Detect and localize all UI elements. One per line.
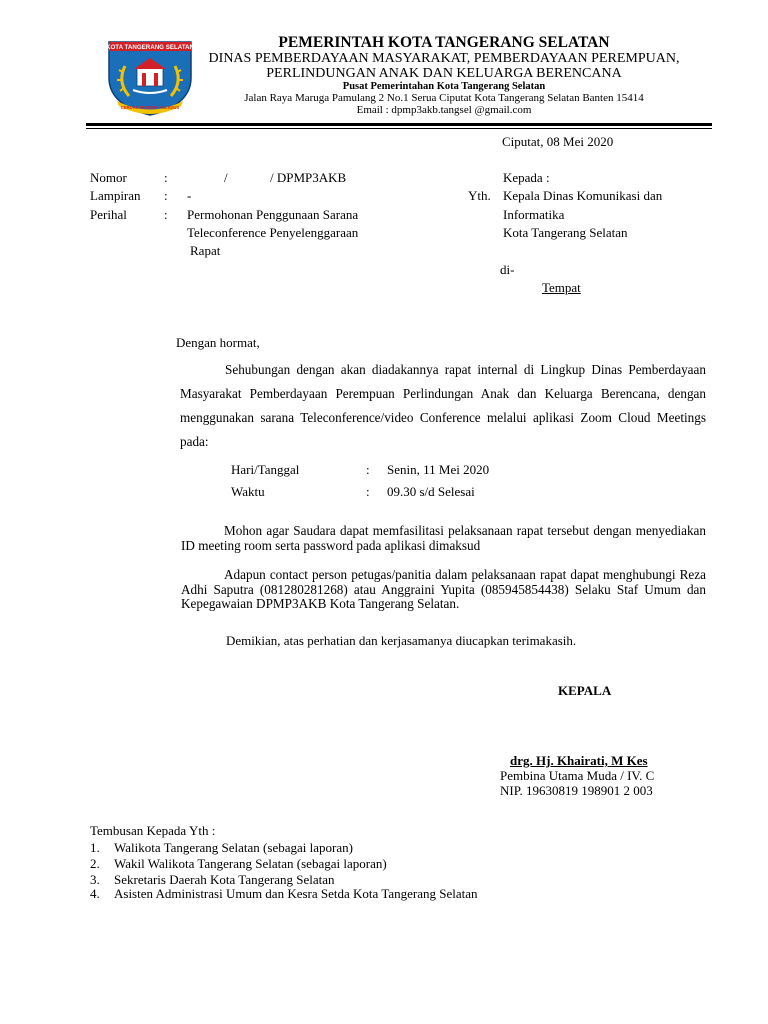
letterhead-government: PEMERINTAH KOTA TANGERANG SELATAN xyxy=(278,34,610,51)
cc-number: 3. xyxy=(90,872,100,887)
signature-rank: Pembina Utama Muda / IV. C xyxy=(500,768,655,783)
letter-date: Ciputat, 08 Mei 2020 xyxy=(502,134,614,149)
cc-text: Asisten Administrasi Umum dan Kesra Setda Kota Tangerang Selatan xyxy=(114,886,478,901)
paragraph-intro xyxy=(180,358,706,454)
perihal-line3: Rapat xyxy=(190,243,221,258)
closing-line: Demikian, atas perhatian dan kerjasamanya diucapkan terimakasih. xyxy=(226,633,577,648)
lampiran-value: - xyxy=(187,188,192,203)
list-item xyxy=(90,856,387,872)
paragraph-request xyxy=(181,524,706,553)
kepada-label: Kepada : xyxy=(503,170,550,185)
letterhead-rule-thin xyxy=(86,128,712,129)
svg-text:CERDAS MODERN RELIGIUS: CERDAS MODERN RELIGIUS xyxy=(120,105,180,110)
lampiran-colon: : xyxy=(164,188,168,203)
letterhead-rule-thick xyxy=(86,123,712,126)
recipient-line2: Informatika xyxy=(503,207,565,222)
letterhead-agency-line2: PERLINDUNGAN ANAK DAN KELUARGA BERENCANA xyxy=(266,66,622,81)
schedule-time-value: 09.30 s/d Selesai xyxy=(387,484,475,499)
recipient-tempat: Tempat xyxy=(542,280,581,295)
cc-text: Wakil Walikota Tangerang Selatan (sebagai laporan) xyxy=(114,856,387,871)
list-item xyxy=(90,840,353,856)
signature-nip: NIP. 19630819 198901 2 003 xyxy=(500,783,653,798)
cc-number: 1. xyxy=(90,840,100,855)
yth-label: Yth. xyxy=(468,188,491,203)
letterhead-center: Pusat Pemerintahan Kota Tangerang Selatan xyxy=(342,81,546,92)
letterhead-address: Jalan Raya Maruga Pamulang 2 No.1 Serua Ciputat Kota Tangerang Selatan Banten 15414 xyxy=(244,92,644,104)
signature-name: drg. Hj. Khairati, M Kes xyxy=(510,753,648,768)
nomor-label: Nomor xyxy=(90,170,127,185)
paragraph-contact xyxy=(181,568,706,612)
signature-title: KEPALA xyxy=(558,683,612,698)
paragraph-request-text: Mohon agar Saudara dapat memfasilitasi pelaksanaan rapat tersebut dengan menyediakan ID meeting room serta password pada aplikasi dimaksud xyxy=(181,523,706,553)
letterhead-agency-line1: DINAS PEMBERDAYAAN MASYARAKAT, PEMBERDAYAAN PEREMPUAN, xyxy=(208,51,680,66)
schedule-day-value: Senin, 11 Mei 2020 xyxy=(387,462,490,477)
recipient-di: di- xyxy=(500,262,515,277)
cc-text: Walikota Tangerang Selatan (sebagai laporan) xyxy=(114,840,353,855)
nomor-value: / DPMP3AKB xyxy=(270,170,347,185)
cc-text: Sekretaris Daerah Kota Tangerang Selatan xyxy=(114,872,335,887)
salutation: Dengan hormat, xyxy=(176,335,260,350)
letterhead-email: Email : dpmp3akb.tangsel @gmail.com xyxy=(356,104,532,116)
perihal-line2: Teleconference Penyelenggaraan xyxy=(187,225,359,240)
lampiran-label: Lampiran xyxy=(90,188,141,203)
perihal-line1: Permohonan Penggunaan Sarana xyxy=(187,207,359,222)
perihal-colon: : xyxy=(164,207,168,222)
recipient-line3: Kota Tangerang Selatan xyxy=(503,225,628,240)
schedule-time-colon: : xyxy=(366,484,370,499)
schedule-day-colon: : xyxy=(366,462,370,477)
perihal-label: Perihal xyxy=(90,207,127,222)
nomor-slash: / xyxy=(224,170,228,185)
cc-heading: Tembusan Kepada Yth : xyxy=(90,823,216,838)
paragraph-intro-text: Sehubungan dengan akan diadakannya rapat internal di Lingkup Dinas Pemberdayaan Masyarakat Pemberdayaan Perempuan Perlindungan Anak dan Keluarga Berencana, dengan menggunakan sarana Teleconference/video Conference melalui aplikasi Zoom Cloud Meetings pada: xyxy=(180,362,706,449)
schedule-time-label: Waktu xyxy=(231,484,265,499)
paragraph-contact-text: Adapun contact person petugas/panitia dalam pelaksanaan rapat dapat menghubungi Reza Adhi Saputra (081280281268) atau Anggraini Yupita (085945854438) Selaku Staf Umum dan Kepegawaian DPMP3AKB Kota Tangerang Selatan. xyxy=(181,567,706,611)
cc-number: 4. xyxy=(90,886,100,901)
cc-number: 2. xyxy=(90,856,100,871)
nomor-colon: : xyxy=(164,170,168,185)
schedule-day-label: Hari/Tanggal xyxy=(231,462,300,477)
svg-text:KOTA TANGERANG SELATAN: KOTA TANGERANG SELATAN xyxy=(106,44,194,51)
list-item xyxy=(90,886,478,902)
recipient-line1: Kepala Dinas Komunikasi dan xyxy=(503,188,663,203)
